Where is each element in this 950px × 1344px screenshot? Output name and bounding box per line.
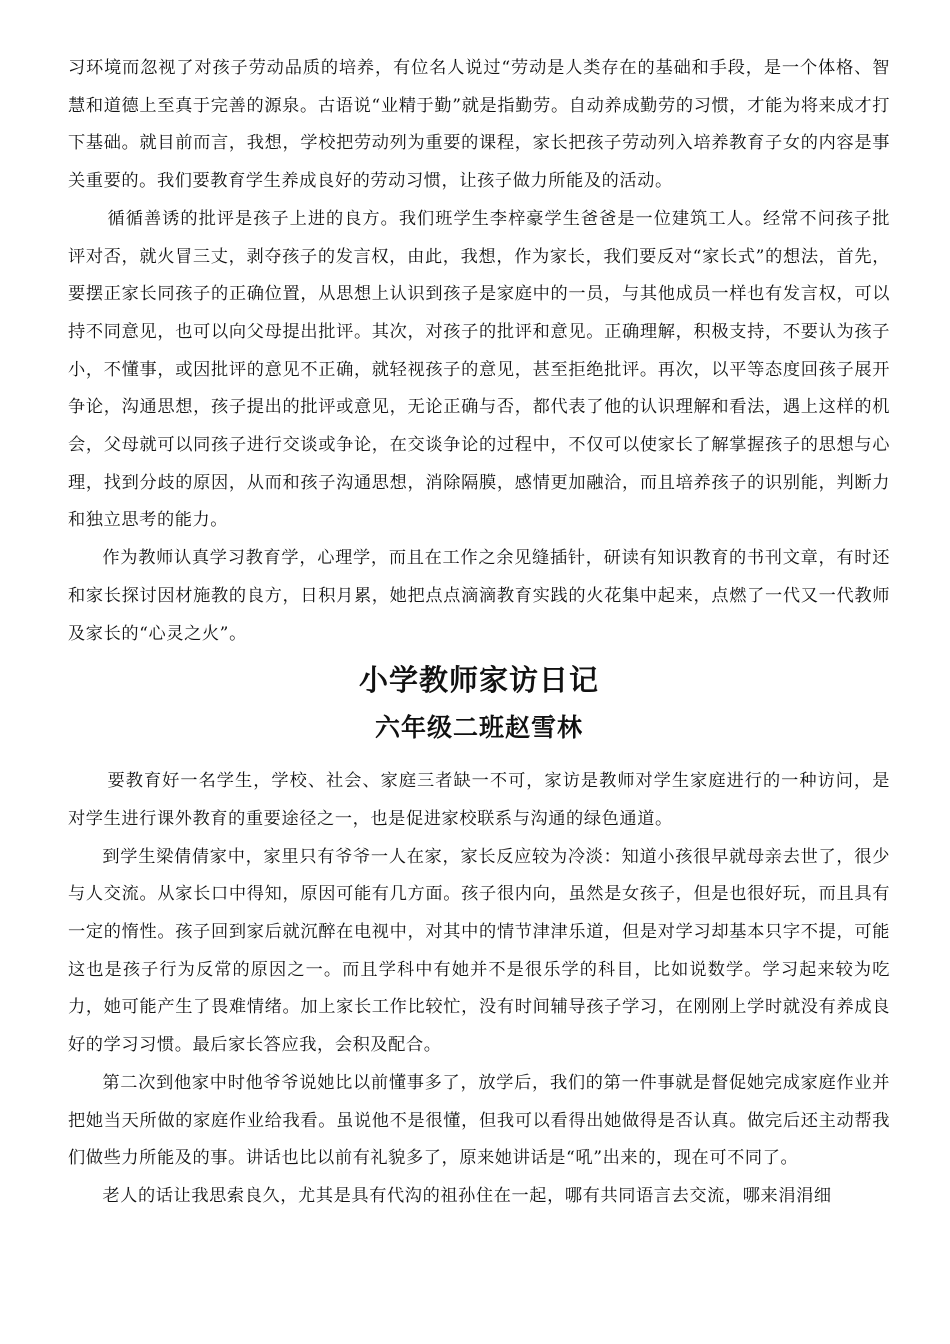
document-page [68, 50, 890, 1216]
paragraph-second-visit: 第二次到他家中时他爷爷说她比以前懂事多了，放学后，我们的第一件事就是督促她完成家庭作业并把她当天所做的家庭作业给我看。虽说他不是很懂，但我可以看得出她做得是否认真。做完后还主动帮我们做些力所能及的事。讲话也比以前有礼貌多了，原来她讲话是“吼”出来的，现在可不同了。 [68, 1072, 890, 1169]
paragraph-criticism: 循循善诱的批评是孩子上进的良方。我们班学生李梓豪学生爸爸是一位建筑工人。经常不问孩子批评对否，就火冒三丈，剥夺孩子的发言权，由此，我想，作为家长，我们要反对“家长式”的想法，首先，要摆正家长同孩子的正确位置，从思想上认识到孩子是家庭中的一员，与其他成员一样也有发言权，可以持不同意见，也可以向父母提出批评。其次，对孩子的批评和意见。正确理解，积极支持，不要认为孩子小，不懂事，或因批评的意见不正确，就轻视孩子的意见，甚至拒绝批评。再次，以平等态度回孩子展开争论，沟通思想，孩子提出的批评或意见，无论正确与否，都代表了他的认识理解和看法，遇上这样的机会，父母就可以同孩子进行交谈或争论，在交谈争论的过程中，不仅可以使家长了解掌握孩子的思想与心理，找到分歧的原因，从而和孩子沟通思想，消除隔膜，感情更加融洽，而且培养孩子的识别能，判断力和独立思考的能力。 [68, 208, 890, 531]
article-author: 六年级二班赵雪林 [374, 713, 583, 743]
paragraph-reflection: 老人的话让我思索良久，尤其是具有代沟的祖孙住在一起，哪有共同语言去交流，哪来涓涓细 [102, 1185, 832, 1206]
paragraph-teacher-study: 作为教师认真学习教育学，心理学，而且在工作之余见缝插针，研读有知识教育的书刊文章，有时还和家长探讨因材施教的良方，日积月累，她把点点滴滴教育实践的火花集中起来，点燃了一代又一代教师及家长的“心灵之火”。 [68, 548, 890, 644]
article-title: 小学教师家访日记 [358, 663, 599, 698]
paragraph-home-visit-intro: 要教育好一名学生，学校、社会、家庭三者缺一不可，家访是教师对学生家庭进行的一种访问，是对学生进行课外教育的重要途径之一，也是促进家校联系与沟通的绿色通道。 [68, 771, 890, 829]
paragraph-first-visit: 到学生梁倩倩家中，家里只有爷爷一人在家，家长反应较为冷淡：知道小孩很早就母亲去世了，很少与人交流。从家长口中得知，原因可能有几方面。孩子很内向，虽然是女孩子，但是也很好玩，而且具有一定的惰性。孩子回到家后就沉醉在电视中，对其中的情节津津乐道，但是对学习却基本只字不提，可能这也是孩子行为反常的原因之一。而且学科中有她并不是很乐学的科目，比如说数学。学习起来较为吃力，她可能产生了畏难情绪。加上家长工作比较忙，没有时间辅导孩子学习，在刚刚上学时就没有养成良好的学习习惯。最后家长答应我，会积及配合。 [68, 846, 890, 1056]
paragraph-labor-habits: 习环境而忽视了对孩子劳动品质的培养，有位名人说过“劳动是人类存在的基础和手段，是一个体格、智慧和道德上至真于完善的源泉。古语说“业精于勤”就是指勤劳。自动养成勤劳的习惯，才能为将来成才打下基础。就目前而言，我想，学校把劳动列为重要的课程，家长把孩子劳动列入培养教育子女的内容是事关重要的。我们要教育学生养成良好的劳动习惯，让孩子做力所能及的活动。 [68, 58, 890, 192]
